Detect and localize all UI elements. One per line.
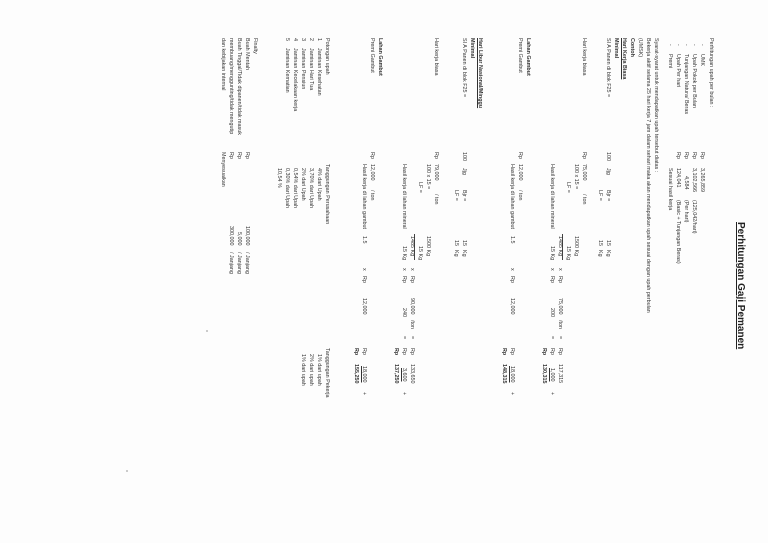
upah-rp: Rp	[691, 152, 697, 159]
result: 117,315	[557, 364, 563, 384]
potongan-no: 4	[292, 38, 298, 41]
finalty-label: dan kebijakan internal	[220, 38, 226, 91]
rp-label: Rp	[433, 152, 439, 159]
finalty-label: Buah Tinggal/Tidak dipanen/tidak masuk	[236, 38, 242, 135]
rp-label: Rp	[353, 348, 359, 356]
times: x	[509, 268, 515, 271]
gambut-label: Lahan Gambut	[525, 38, 531, 76]
perusahaan-value: 0,30% dari Upah	[284, 168, 290, 209]
rp-label: Rp	[361, 276, 367, 283]
finalty-unit: / Janjang	[236, 252, 242, 274]
upah-label: Upah Per hari	[675, 54, 681, 88]
rp-label: Rp	[501, 348, 507, 356]
lf-label: LF =	[597, 190, 603, 201]
kg-value: 15 Kg	[417, 246, 423, 261]
per-ton: / ton	[581, 194, 587, 205]
potongan-item: Jaminan Pensiun	[300, 48, 306, 90]
unit: Jjg	[461, 168, 467, 175]
premi-unit: / ton	[517, 190, 523, 201]
upah-bullet: -	[699, 44, 705, 46]
upah-label: Tunjangan Natura/ Beras	[683, 54, 689, 115]
upah-bullet: -	[691, 44, 697, 46]
bjr-unit: Kg	[605, 250, 611, 257]
rp-label: Rp	[541, 348, 547, 356]
rp-label: Rp	[361, 348, 367, 355]
upah-bullet: -	[675, 44, 681, 46]
upah-heading: Perhitungan upah per bulan :	[708, 38, 714, 108]
bjr-value: 15	[605, 240, 611, 246]
sa-label: SI A Panen di blok F25 =	[461, 38, 467, 98]
times: x	[549, 268, 555, 271]
finalty-unit: / Janjang	[228, 252, 234, 274]
syarat-line: Syarat-syarat untuk mendapatkan upah tersebut diatas :	[653, 38, 659, 173]
kg-value: 15 Kg	[565, 246, 571, 261]
equals: =	[409, 336, 415, 340]
upah-rp: Rp	[699, 152, 705, 159]
upah-rp: Rp	[675, 152, 681, 159]
kg-value: 1485 Kg	[409, 236, 415, 257]
upah-amount: 3,265,859	[699, 168, 705, 192]
pekerja-heading: Tanggungan Pekerja	[324, 348, 330, 398]
hasil-gambut: Hasil kerja di lahan gambut	[509, 164, 515, 230]
rp-label: Rp	[557, 348, 563, 355]
rp-label: Rp	[549, 276, 555, 283]
times: x	[401, 268, 407, 271]
upah-note: (Per hari)	[683, 200, 689, 223]
lf-eq: LF =	[565, 182, 571, 193]
upah-bullet: -	[683, 44, 689, 46]
rp-label: Rp	[401, 276, 407, 283]
bjr-label: Bjr =	[605, 190, 611, 202]
result: 18,000	[509, 366, 515, 383]
times: x	[361, 268, 367, 271]
premi-unit: / ton	[369, 190, 375, 201]
mult: 100 x 15 =	[573, 164, 579, 190]
finalty-amount: 100,000	[244, 226, 250, 246]
premi-label: Premi Gambut	[369, 38, 375, 73]
minimal-label: Minimal	[469, 38, 475, 59]
hk-label: Hari kerja biasa	[433, 38, 439, 76]
value: 90,000	[409, 298, 415, 315]
lf-unit: Kg	[597, 250, 603, 257]
kg-value: 15 Kg	[401, 246, 407, 261]
potongan-no: 3	[300, 38, 306, 41]
pekerja-value: 1% dari upah	[316, 354, 322, 386]
minimal-label: Minimal	[613, 38, 619, 59]
upah-label: Premi	[667, 54, 673, 69]
contoh-label: Contoh	[629, 38, 635, 57]
plus: +	[549, 392, 555, 396]
potongan-item: Jaminan Kecelakaan kerja	[292, 48, 298, 112]
upah-amount: 3,102,566	[691, 168, 697, 192]
contoh-sub: Hari Kerja Biasa	[621, 38, 627, 80]
rp-label: Rp	[549, 348, 555, 355]
potongan-no: 5	[284, 38, 290, 41]
lf-unit: Kg	[453, 250, 459, 257]
hasil-mineral: Hasil kerja di lahan mineral	[401, 164, 407, 229]
lf-eq: LF =	[417, 182, 423, 193]
finalty-amount: 5,000	[236, 232, 242, 246]
lf-value: 15	[453, 240, 459, 246]
scan-speck	[126, 470, 128, 472]
hasil-mineral: Hasil kerja di lahan mineral	[549, 164, 555, 229]
rp-label: Rp	[509, 348, 515, 355]
perusahaan-value: 4% dari Upah	[316, 168, 322, 201]
result: 3,600	[401, 368, 407, 382]
upah-rp: Rp	[683, 152, 689, 159]
potongan-item: Jaminan Hari Tua	[308, 48, 314, 91]
potongan-heading: Potongan upah	[324, 38, 330, 75]
premi-rate: 12,000	[369, 164, 375, 181]
perusahaan-value: 2% dari Upah	[300, 168, 306, 201]
gambut-label: Lahan Gambut	[377, 38, 383, 76]
finalty-label: membuang/menggunting/tidak mengutip	[228, 38, 234, 135]
rp-label: Rp	[517, 152, 523, 159]
potongan-no: 1	[316, 38, 322, 41]
rp-label: Rp	[369, 152, 375, 159]
upah-amount: Sesuai hasil kerja	[667, 168, 673, 211]
plus: +	[361, 392, 367, 396]
perusahaan-value: 0,54% dari Upah	[292, 168, 298, 209]
total: 137,250	[393, 364, 399, 384]
gambut-qty: 1.5	[361, 236, 367, 244]
rate: 79,000	[433, 164, 439, 181]
lf-label: LF =	[453, 190, 459, 201]
scan-speck	[206, 330, 208, 332]
rp-label: Rp	[409, 348, 415, 355]
equals: =	[549, 336, 555, 340]
value: 12,000	[509, 298, 515, 315]
value: 12,000	[361, 298, 367, 315]
rp-label: Rp	[581, 152, 587, 159]
qty: 100	[605, 152, 611, 161]
bjr-unit: Kg	[461, 250, 467, 257]
perusahaan-total: 10,54 %	[276, 168, 282, 188]
bjr-label: Bjr =	[461, 190, 467, 202]
syarat-line: Bekerja aktif selama 25 hari kerja 7 jam dalam sehari maka akan mendapatkan upah sesuai dengan upah perbulan	[645, 38, 651, 313]
rp-label: Rp	[393, 348, 399, 356]
rp-label: Rp	[409, 276, 415, 283]
finalty-heading: Finalty	[252, 38, 258, 54]
result: 1,000	[549, 368, 555, 382]
finalty-amount: 300,000	[228, 226, 234, 246]
finalty-label: Buah Mentah	[244, 38, 250, 71]
upah-amount: 124,041	[675, 168, 681, 188]
lf-value: 15	[597, 240, 603, 246]
total: 155,250	[353, 364, 359, 384]
perusahaan-heading: Tanggungan Perusahaan	[324, 164, 330, 225]
upah-note: (125,042/hari)	[691, 200, 697, 234]
upah-label: UMK	[699, 54, 705, 66]
kg-value: 15 Kg	[549, 246, 555, 261]
bjr-value: 15	[461, 240, 467, 246]
result: 18,000	[361, 366, 367, 383]
hasil-gambut: Hasil kerja di lahan gambut	[361, 164, 367, 230]
premi-label: Premi Gambut	[517, 38, 523, 73]
rp-label: Rp	[236, 152, 242, 159]
rp-label: Rp	[401, 348, 407, 355]
qty: 100	[461, 152, 467, 161]
value: 75,000	[557, 298, 563, 315]
page-title: Perhitungan Gaji Pemanen	[735, 222, 746, 350]
libur-heading: Hari Libur Nasional/Minggu	[477, 38, 483, 109]
times: x	[409, 268, 415, 271]
finalty-amount: Menyesuaikan	[220, 152, 226, 187]
upah-note: (Basic + Tunjangan Beras)	[675, 200, 681, 264]
total: 130,315	[541, 364, 547, 384]
value: 200	[549, 308, 555, 317]
syarat-line: (UMSK)	[637, 38, 643, 58]
times: x	[557, 268, 563, 271]
upah-label: Upah Pokok per Bulan	[691, 54, 697, 108]
rp-label: Rp	[228, 152, 234, 159]
per: /ton	[409, 320, 415, 329]
upah-amount: 4,584	[683, 176, 689, 190]
kg-value: 1485 Kg	[557, 236, 563, 257]
potongan-no: 2	[308, 38, 314, 41]
result: 133,650	[409, 364, 415, 384]
equals: =	[557, 336, 563, 340]
unit: Jjg	[605, 168, 611, 175]
rate: 75,000	[581, 164, 587, 181]
pekerja-value: 1% dari upah	[300, 354, 306, 386]
premi-rate: 12,000	[517, 164, 523, 181]
rp-label: Rp	[557, 276, 563, 283]
per: /ton	[557, 320, 563, 329]
sa-label: SI A Panen di blok F25 =	[605, 38, 611, 98]
hk-label: Hari kerja biasa	[581, 38, 587, 76]
value: 240	[401, 308, 407, 317]
kg-value: 1500 Kg	[573, 236, 579, 257]
upah-bullet: -	[667, 44, 673, 46]
plus: +	[401, 392, 407, 396]
per-ton: / ton	[433, 194, 439, 205]
equals: =	[401, 336, 407, 340]
gambut-qty: 1.5	[509, 236, 515, 244]
plus: +	[509, 392, 515, 396]
mult: 100 x 15 =	[425, 164, 431, 190]
finalty-unit: / Janjang	[244, 252, 250, 274]
potongan-item: Jaminan Kematian	[284, 48, 290, 93]
rp-label: Rp	[244, 152, 250, 159]
total: 148,315	[501, 364, 507, 384]
kg-value: 1500 Kg	[425, 236, 431, 257]
potongan-item: Jaminan Kesehatan	[316, 48, 322, 96]
perusahaan-value: 3,70% dari Upah	[308, 168, 314, 209]
rp-label: Rp	[509, 276, 515, 283]
pekerja-value: 2% dari upah	[308, 354, 314, 386]
